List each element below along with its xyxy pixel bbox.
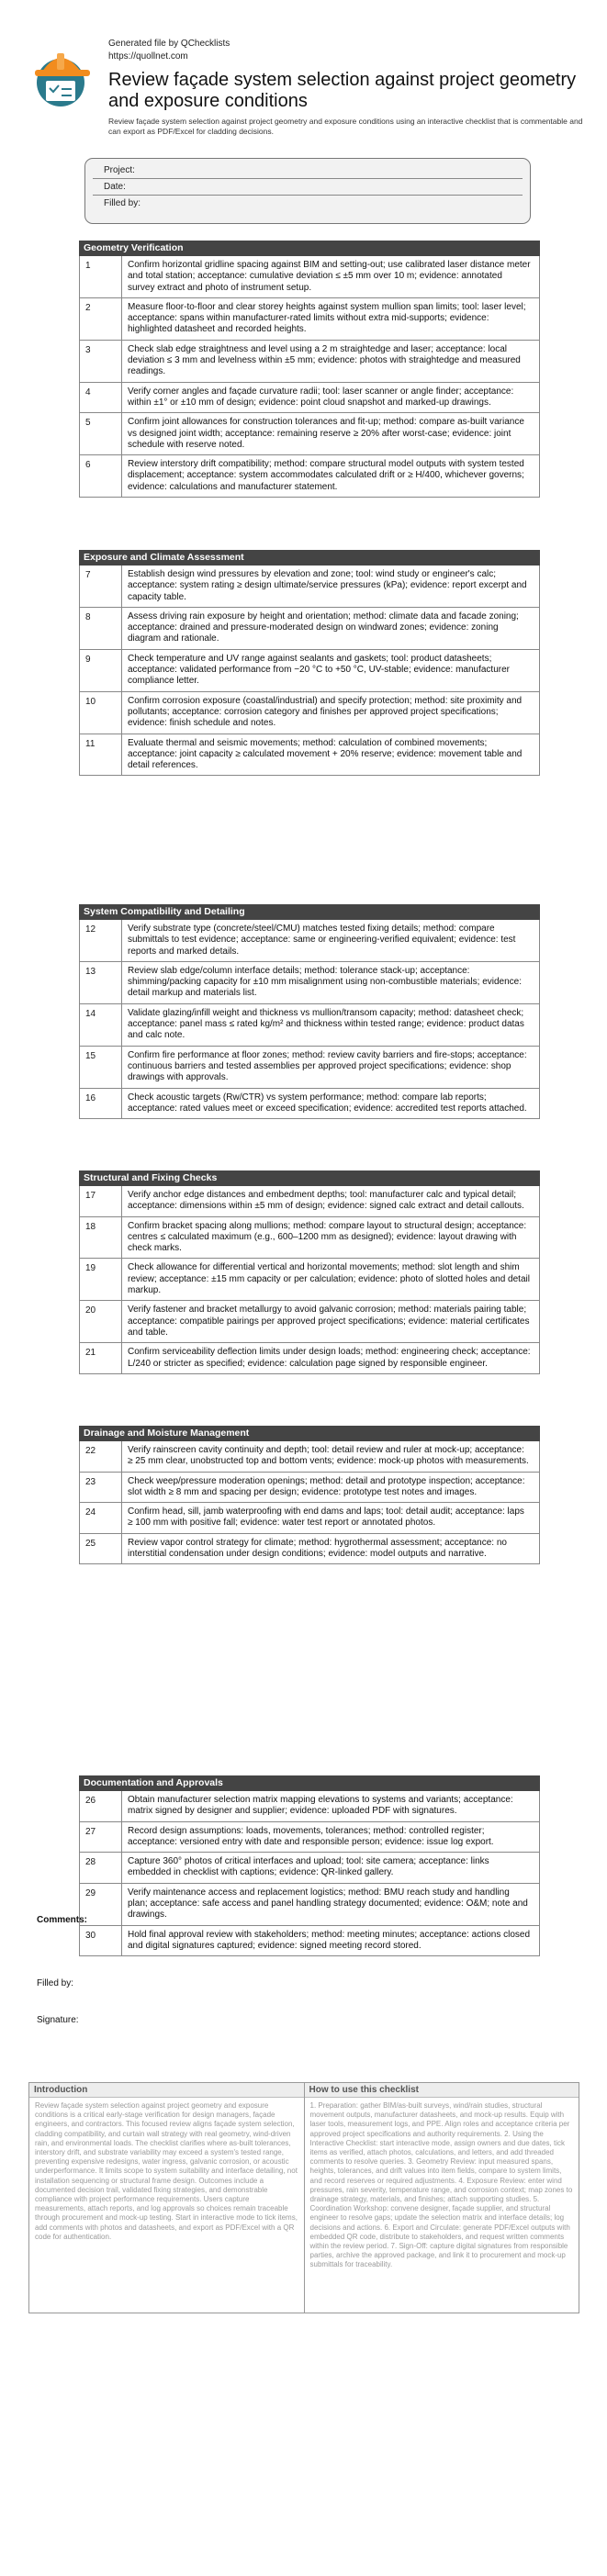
checklist-item[interactable] [80,382,539,413]
checklist-item[interactable] [80,454,539,497]
page-subtitle: Review façade system selection against project geometry and exposure conditions using an interactive checklist that is commentable and can export as PDF/Excel for cladding decisions. [108,117,583,136]
section-items [79,1441,540,1564]
item-number: 21 [80,1343,122,1373]
checklist-item[interactable] [80,1852,539,1883]
section-heading: Documentation and Approvals [79,1775,540,1791]
item-text: Record design assumptions: loads, movements, tolerances; method: controlled register; acceptance: versioned entry with date and responsible person; evidence: issue log export. [128,1825,494,1847]
checklist-section [79,1775,540,1956]
page-title: Review façade system selection against project geometry and exposure conditions [108,70,577,111]
introduction-heading: Introduction [29,2083,304,2098]
item-number: 1 [80,256,122,297]
item-text: Review slab edge/column interface details; method: tolerance stack-up; acceptance: shimming/packing capacity for ±10 mm misalignment using non-combustible materials; evidence: detail markup and materials list. [128,965,523,999]
qchecklists-logo [29,35,97,108]
item-number: 18 [80,1217,122,1259]
item-number: 2 [80,298,122,340]
how-to-text: 1. Preparation: gather BIM/as-built surveys, wind/rain studies, structural movement outputs, manufacturer datasheets, and mock-up results. Equip with laser tools, measurement logs, and PPE. Align roles and acceptance criteria per approved project specifications and authority requirements. 2. Using the Interactive Checklist: start interactive mode, assign owners and due dates, tick items as verified, attach photos, calculations, and letters, and add threaded comments to resolve queries. 3. Geometry Review: input measured spans, heights, tolerances, and drift values into item fields, compare to system limits, and record reserves or required adjustments. 4. Exposure Review: enter wind pressures, rain severity, temperature range, and corrosion context; map zones to drainage strategy, materials, and finishes; attach supporting studies. 5. Coordination Workshop: convene designer, façade supplier, and structural engineer to resolve gaps; update the selection matrix and interface details; log decisions and actions. 6. Export and Circulate: generate PDF/Excel outputs with embedded QR code, distribute to stakeholders, and request written comments within the review period. 7. Sign-Off: capture digital signatures from responsible parties, archive the approved package, and link it to procurement and mock-up submittals for traceability. [309,2101,573,2269]
item-text: Check temperature and UV range against sealants and gaskets; tool: product datasheets; acceptance: validated performance from −20 °C to +50 °C, UV-stable; evidence: manufacturer compliance letter. [128,653,510,687]
item-number: 8 [80,608,122,649]
checklist-item[interactable] [80,1821,539,1853]
info-panel [28,2082,579,2313]
project-field[interactable]: Project: [93,162,523,179]
item-text: Evaluate thermal and seismic movements; method: calculation of combined movements; acceptance: joint capacity ≥ calculated movement + 20% reserve; evidence: movement table and detail references. [128,737,523,771]
item-text: Verify corner angles and façade curvature radii; tool: laser scanner or angle finder; acceptance: within ±1° or ±10 mm of design; evidence: point cloud snapshot and marked-up drawings. [128,386,514,408]
signature-label: Signature: [37,2015,79,2025]
item-text: Confirm bracket spacing along mullions; method: compare layout to structural design; acceptance: centres ≤ calculated maximum (e.g., 600–1200 mm as designed); evidence: layout drawing with check marks. [128,1220,527,1254]
item-text: Measure floor-to-floor and clear storey heights against system mullion span limits; tool: laser level; acceptance: spans within manufacturer-rated limits without extra mid-supports; evidence: highlighted datasheet and recorded heights. [128,301,526,335]
checklist-item[interactable] [80,1472,539,1503]
item-number: 7 [80,566,122,607]
generated-by-text: Generated file by QChecklists [108,39,230,49]
section-heading: System Compatibility and Detailing [79,904,540,920]
item-text: Confirm joint allowances for construction tolerances and fit-up; method: compare as-built variance vs designed joint width; acceptance: remaining reserve ≥ 20% after worst-case; evidence: joint schedule with reserve noted. [128,417,524,450]
comments-label: Comments: [37,1915,88,1925]
item-text: Confirm serviceability deflection limits under design loads; method: engineering check; acceptance: L/240 or stricter as specified; evidence: calculation page signed by responsible engineer. [128,1347,531,1369]
item-number: 25 [80,1534,122,1564]
item-number: 5 [80,413,122,454]
checklist-item[interactable] [80,1216,539,1259]
section-items [79,256,540,498]
checklist-item[interactable] [80,1258,539,1300]
checklist-item[interactable] [80,961,539,1003]
checklist-item[interactable] [80,607,539,649]
item-text: Hold final approval review with stakeholders; method: meeting minutes; acceptance: actions closed and digital signatures captured; evidence: signed meeting record stored. [128,1929,531,1951]
checklist-item[interactable] [80,297,539,340]
section-heading: Drainage and Moisture Management [79,1426,540,1441]
item-number: 15 [80,1047,122,1088]
item-text: Capture 360° photos of critical interfaces and upload; tool: site camera; acceptance: links embedded in checklist with captions; evidence: QR-linked gallery. [128,1856,489,1878]
item-text: Confirm fire performance at floor zones; method: review cavity barriers and fire-stops; acceptance: continuous barriers and tested assemblies per approved project specifications; evidence: shop drawings with approvals. [128,1049,527,1083]
item-number: 19 [80,1259,122,1300]
date-field[interactable]: Date: [93,179,523,196]
checklist-item[interactable] [80,1088,539,1119]
item-text: Verify maintenance access and replacement logistics; method: BMU reach study and handling plan; acceptance: safe access and panel handling strategy documented; evidence: O&M; note and drawings. [128,1887,528,1921]
item-number: 9 [80,650,122,691]
section-heading: Geometry Verification [79,241,540,256]
item-number: 20 [80,1301,122,1342]
section-items [79,920,540,1119]
item-text: Check allowance for differential vertical and horizontal movements; method: slot length and shim review; acceptance: ±15 mm capacity or per calculation; evidence: photo of slotted holes and detail markup. [128,1262,530,1296]
section-heading: Structural and Fixing Checks [79,1170,540,1186]
section-items [79,566,540,776]
item-number: 4 [80,383,122,413]
filled-by-label: Filled by: [37,1978,74,1988]
item-number: 11 [80,734,122,776]
how-to-column [305,2083,579,2313]
checklist-item[interactable] [80,1883,539,1925]
introduction-text: Review façade system selection against project geometry and exposure conditions is a critical early-stage verification for design managers, façade engineers, and contractors. This focused review aligns façade system selection, cladding compatibility, and curtain wall strategy with real geometry, wind-driven rain, and environmental loads. The checklist clarifies where as-built tolerances, interstory drift, and substrate variability may exceed a system's tested range, preventing expensive redesigns, water ingress, galvanic corrosion, or acoustic underperformance. It limits scope to system suitability and interface detailing, not installation sequencing or structural frame design. Outcomes include a documented decision trail, validated fixing strategies, and demonstrable compliance with project performance requirements. Users capture measurements, attach reports, and log approvals so choices remain traceable through procurement and mock-up testing. Start in interactive mode to tick items, add comments with photos and datasheets, and export as PDF/Excel with a QR code for authentication. [35,2101,298,2241]
checklist-item[interactable] [80,1003,539,1046]
checklist-item[interactable] [80,1791,539,1821]
item-text: Review vapor control strategy for climate; method: hygrothermal assessment; acceptance: no interstitial condensation under design conditions; evidence: model outputs and narrative. [128,1537,507,1560]
item-text: Check acoustic targets (Rw/CTR) vs system performance; method: compare lab reports; acceptance: rated values meet or exceed specification; evidence: accredited test reports attached. [128,1092,527,1114]
checklist-item[interactable] [80,566,539,607]
checklist-item[interactable] [80,691,539,734]
item-text: Verify fastener and bracket metallurgy to avoid galvanic corrosion; method: materials pairing table; acceptance: compatible pairings per approved project specifications; evidence: material certificates and table. [128,1305,530,1338]
page-header [29,29,583,167]
checklist-item[interactable] [80,1502,539,1533]
checklist-item[interactable] [80,920,539,961]
item-text: Verify anchor edge distances and embedment depths; tool: manufacturer calc and typical detail; acceptance: dimensions within ±5 mm of design; evidence: signed calc extract and detail callouts. [128,1190,524,1212]
item-number: 26 [80,1791,122,1821]
item-text: Obtain manufacturer selection matrix mapping elevations to systems and variants; acceptance: matrix signed by designer and supplier; evidence: uploaded PDF with signatures. [128,1795,513,1817]
item-text: Verify substrate type (concrete/steel/CMU) matches tested fixing details; method: compare submittals to test evidence; acceptance: same or engineering-verified equivalent; evidence: test reports and marked details. [128,924,516,957]
meta-box [84,158,531,224]
introduction-column [29,2083,305,2313]
checklist-item[interactable] [80,1300,539,1342]
item-number: 16 [80,1089,122,1119]
filled-by-field[interactable]: Filled by: [104,198,141,208]
section-heading: Exposure and Climate Assessment [79,550,540,566]
item-number: 29 [80,1884,122,1925]
item-text: Confirm head, sill, jamb waterproofing with end dams and laps; tool: detail audit; acceptance: laps ≥ 100 mm with positive fall; evidence: water test report or annotated photos. [128,1506,524,1529]
source-url[interactable]: https://quollnet.com [108,51,188,62]
checklist-item[interactable] [80,1533,539,1564]
item-number: 12 [80,920,122,961]
checklist-item[interactable] [80,1925,539,1956]
checklist-section [79,1170,540,1374]
item-number: 28 [80,1853,122,1883]
checklist-section [79,550,540,776]
checklist-item[interactable] [80,734,539,776]
item-number: 10 [80,692,122,734]
section-items [79,1186,540,1374]
item-number: 14 [80,1004,122,1046]
item-text: Review interstory drift compatibility; method: compare structural model outputs with system tested displacement; acceptance: system accommodates calculated drift or ≥ H/400, whichever governs; evidence: calculations and manufacturer statement. [128,459,524,492]
item-number: 30 [80,1926,122,1956]
checklist-item[interactable] [80,649,539,691]
how-to-heading: How to use this checklist [305,2083,579,2098]
checklist-item[interactable] [80,256,539,297]
checklist-item[interactable] [80,1441,539,1472]
item-number: 6 [80,455,122,497]
item-text: Check weep/pressure moderation openings; method: detail and prototype inspection; acceptance: slot width ≥ 8 mm and spacing per design; evidence: prototype test notes and images. [128,1475,525,1497]
checklist-section [79,1426,540,1564]
checklist-item[interactable] [80,412,539,454]
section-items [79,1791,540,1956]
item-text: Validate glazing/infill weight and thickness vs mullion/transom capacity; method: datasheet check; acceptance: panel mass ≤ rated kg/m² and thickness within tested range; evidence: product datas and calc note. [128,1007,524,1041]
item-number: 24 [80,1503,122,1533]
item-text: Verify rainscreen cavity continuity and depth; tool: detail review and ruler at mock-up; acceptance: ≥ 25 mm clear, unobstructed top and bottom vents; evidence: mock-up photos with measurements. [128,1445,529,1467]
item-text: Check slab edge straightness and level using a 2 m straightedge and laser; acceptance: local deviation ≤ 3 mm and levelness within ±5 mm; evidence: photos with straightedge and measured readings. [128,343,521,377]
item-number: 3 [80,341,122,382]
item-number: 27 [80,1822,122,1853]
checklist-section [79,241,540,498]
checklist-section [79,904,540,1119]
item-number: 23 [80,1473,122,1503]
checklist-item[interactable] [80,340,539,382]
item-text: Confirm horizontal gridline spacing against BIM and setting-out; use calibrated laser distance meter and total station; acceptance: cumulative deviation ≤ ±5 mm over 10 m; evidence: annotated survey extract and photo of instrument setup. [128,260,531,293]
checklist-item[interactable] [80,1186,539,1216]
checklist-item[interactable] [80,1046,539,1088]
item-number: 13 [80,962,122,1003]
item-text: Confirm corrosion exposure (coastal/industrial) and specify protection; method: site proximity and pollutants; acceptance: corrosion category and finishes per approved project specifications; evidence: finish schedule and notes. [128,695,523,729]
item-text: Assess driving rain exposure by height and orientation; method: climate data and facade zoning; acceptance: drained and pressure-moderated design on windward zones; evidence: zoning diagram and rationale. [128,610,519,644]
item-number: 22 [80,1441,122,1472]
item-number: 17 [80,1186,122,1216]
item-text: Establish design wind pressures by elevation and zone; tool: wind study or engineer's calc; acceptance: system rating ≥ design ultimate/service pressures (kPa); evidence: report excerpt and capacity table. [128,569,527,602]
checklist-item[interactable] [80,1342,539,1373]
